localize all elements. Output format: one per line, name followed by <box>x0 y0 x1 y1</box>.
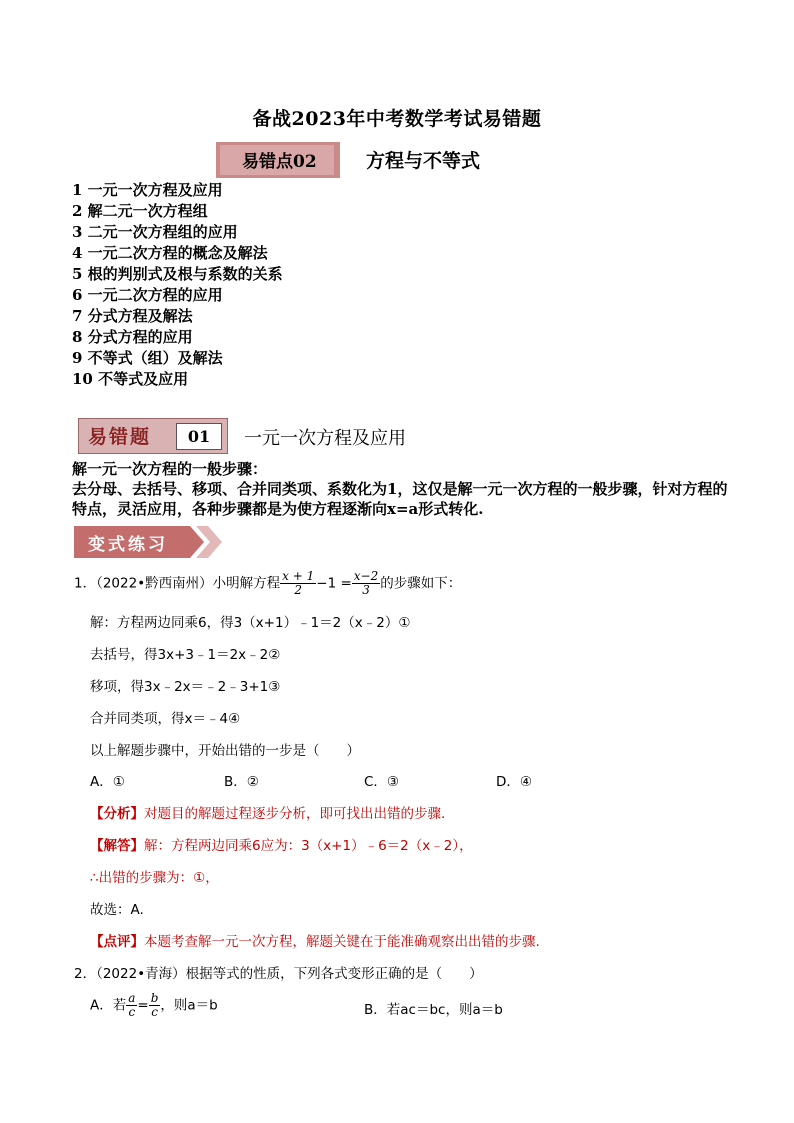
list-item: 9 不等式（组）及解法 <box>72 349 223 367</box>
question-2-stem: 2．（2022•青海）根据等式的性质，下列各式变形正确的是（ ） <box>74 966 483 982</box>
analysis-tag: 【分析】 <box>90 806 144 822</box>
list-item: 5 根的判别式及根与系数的关系 <box>72 265 283 283</box>
list-item: 8 分式方程的应用 <box>72 328 193 346</box>
fraction-denominator: c <box>128 1005 136 1019</box>
fraction <box>280 570 316 597</box>
list-item: 7 分式方程及解法 <box>72 307 193 325</box>
answer-text: 解：方程两边同乘6应为：3（x+1）﹣6＝2（x﹣2）， <box>144 838 473 854</box>
section-number: 01 <box>176 423 222 450</box>
q1-step: 解：方程两边同乘6，得3（x+1）﹣1＝2（x﹣2）① <box>90 615 411 631</box>
fraction <box>149 992 161 1019</box>
fraction-numerator: x + 1 <box>282 569 315 583</box>
q2-option-a <box>90 992 218 1019</box>
method-heading: 解一元一次方程的一般步骤： <box>72 460 268 478</box>
method-block <box>72 459 732 519</box>
list-item: 10 不等式及应用 <box>72 370 189 388</box>
comment-text: 本题考查解一元一次方程，解题关键在于能准确观察出出错的步骤. <box>144 934 540 950</box>
q1-step: 去括号，得3x+3﹣1＝2x﹣2② <box>90 647 281 663</box>
q1-choice: 故选：A. <box>90 902 144 918</box>
q2-option-b: B．若ac＝bc，则a＝b <box>364 1002 503 1018</box>
variant-label: 变式练习 <box>88 535 168 555</box>
comment-tag: 【点评】 <box>90 934 144 950</box>
q1-option-d: D．④ <box>496 774 532 790</box>
fraction-numerator: b <box>150 991 159 1005</box>
q1-conclusion: ∴出错的步骤为：①， <box>90 870 219 886</box>
fraction <box>352 570 380 597</box>
page-title: 备战2023年中考数学考试易错题 <box>252 108 542 130</box>
list-item: 2 解二元一次方程组 <box>72 202 208 220</box>
question-1-stem <box>74 570 734 597</box>
list-item: 6 一元二次方程的应用 <box>72 286 223 304</box>
equals-sign: = <box>137 997 149 1014</box>
list-item: 4 一元二次方程的概念及解法 <box>72 244 268 262</box>
q2-option-a-suffix: ，则a＝b <box>160 997 218 1014</box>
fraction-denominator: 3 <box>362 583 370 597</box>
q1-option-a: A．① <box>90 774 125 790</box>
list-item: 1 一元一次方程及应用 <box>72 181 223 199</box>
q1-ask: 以上解题步骤中，开始出错的一步是（ ） <box>90 743 360 759</box>
variant-banner <box>74 524 222 560</box>
fraction-denominator: c <box>151 1005 158 1019</box>
topic-list <box>72 180 283 390</box>
q1-step: 移项，得3x﹣2x＝﹣2﹣3+1③ <box>90 679 281 695</box>
q1-comment <box>90 930 540 950</box>
method-body: 去分母、去括号、移项、合并同类项、系数化为1，这仅是解一元一次方程的一般步骤，针对方程的特点，灵活应用，各种步骤都是为使方程逐渐向x=a形式转化. <box>72 480 728 518</box>
q1-option-b: B．② <box>224 774 259 790</box>
analysis-text: 对题目的解题过程逐步分析，即可找出出错的步骤. <box>144 806 446 822</box>
q1-analysis <box>90 802 445 822</box>
q1-step: 合并同类项，得x＝﹣4④ <box>90 711 241 727</box>
q1-suffix: 的步骤如下： <box>380 575 462 592</box>
fraction-denominator: 2 <box>294 583 303 597</box>
q1-option-c: C．③ <box>364 774 400 790</box>
banner-label: 易错点02 <box>242 152 317 172</box>
list-item: 3 二元一次方程组的应用 <box>72 223 238 241</box>
fraction-numerator: x−2 <box>353 569 379 583</box>
fraction <box>126 992 137 1019</box>
topic-banner <box>216 142 340 178</box>
section-topic: 一元一次方程及应用 <box>244 428 406 449</box>
answer-tag: 【解答】 <box>90 838 144 854</box>
q1-mid: −1 = <box>316 575 352 592</box>
fraction-numerator: a <box>128 991 136 1005</box>
section-label: 易错题 <box>88 426 152 448</box>
q1-prefix: 1．（2022•黔西南州）小明解方程 <box>74 575 281 592</box>
banner-topic: 方程与不等式 <box>366 150 481 172</box>
q2-option-a-prefix: A．若 <box>90 997 127 1014</box>
section-header <box>78 418 228 454</box>
q1-answer <box>90 834 473 854</box>
